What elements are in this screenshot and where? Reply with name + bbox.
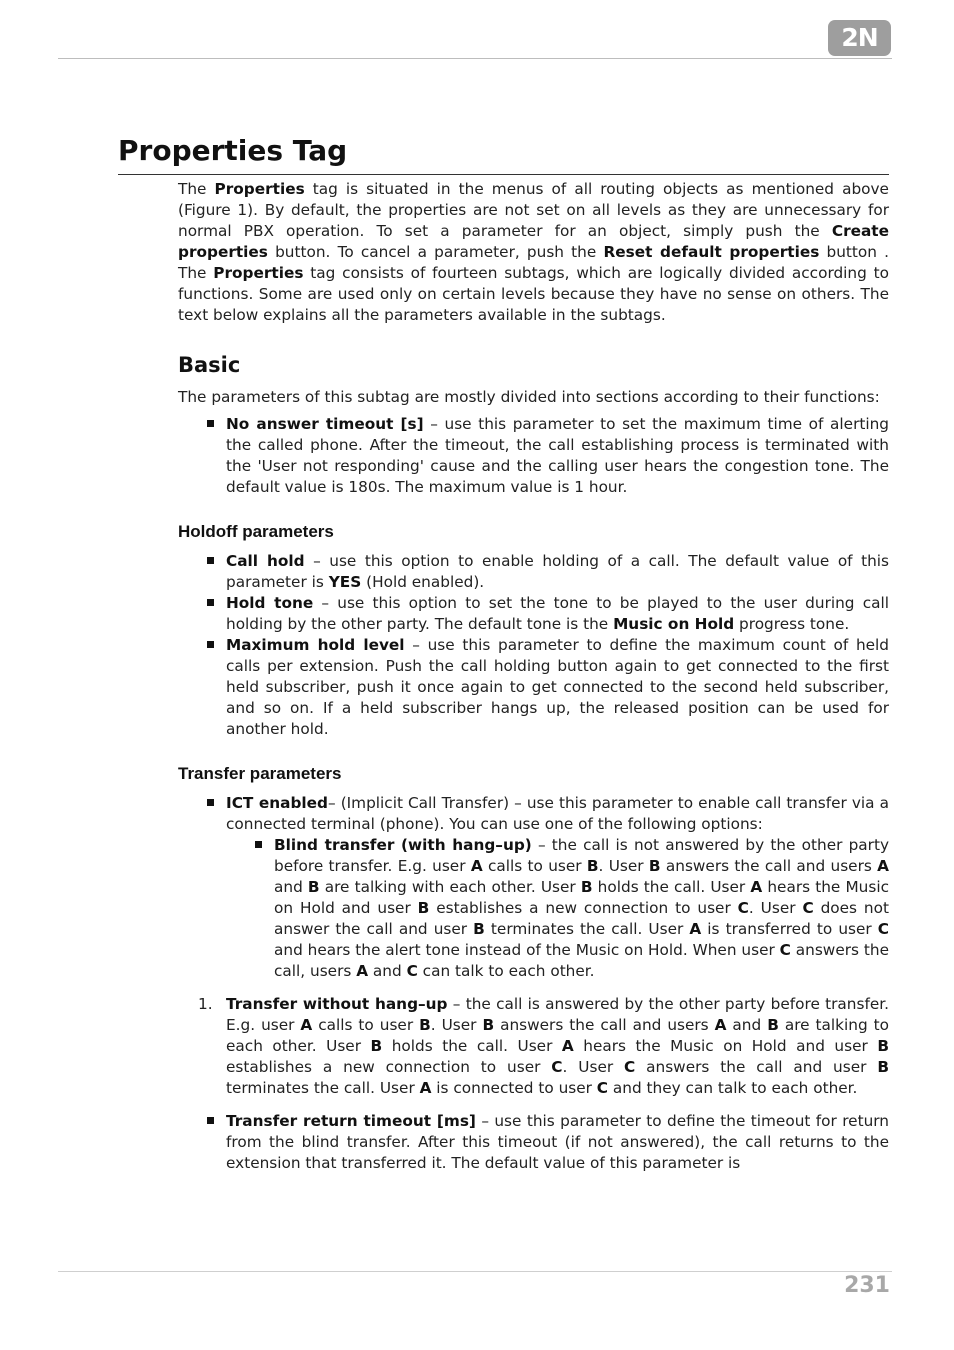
- bold-term: A: [470, 857, 483, 875]
- bold-term: A: [877, 857, 889, 875]
- bold-term: A: [689, 920, 702, 938]
- bullet-icon: [255, 841, 262, 848]
- bold-term: Hold tone: [226, 594, 314, 612]
- bold-term: YES: [328, 573, 362, 591]
- bold-term: B: [580, 878, 593, 896]
- text-run: button . The: [178, 243, 889, 282]
- list-item-blind-transfer: [274, 835, 889, 982]
- text-run: can talk to each other.: [417, 962, 595, 980]
- section-heading-holdoff: Holdoff parameters: [178, 522, 334, 541]
- ict-options-list: [274, 835, 889, 982]
- bullet-icon: [207, 799, 214, 806]
- text-run: – use this parameter to set the maximum time of alerting the called phone. After the timeout, the call establishing process is terminated with the 'User not responding' cause and the calling user hears the congestion tone. The default value is 180s. The maximum value is 1 hour.: [226, 415, 890, 496]
- text-run: (Hold enabled).: [361, 573, 485, 591]
- text-run: and: [274, 878, 308, 896]
- text-run: The: [178, 180, 215, 198]
- title-rule: [118, 174, 889, 175]
- text-run: and: [368, 962, 407, 980]
- intro-paragraph: [178, 179, 889, 326]
- list-item: [226, 593, 889, 635]
- text-run: – use this option to set the tone to be played to the user during call holding by the other party. The default tone is the: [226, 594, 889, 633]
- text-run: progress tone.: [734, 615, 850, 633]
- bold-term: A: [300, 1016, 313, 1034]
- text-run: terminates the call. User: [484, 920, 690, 938]
- bold-term: C: [737, 899, 749, 917]
- text-run: tag consists of fourteen subtags, which are logically divided according to functions. Some are used only on certain levels because they have no sense on others. The text below explains all the parameters available in the subtags.: [178, 264, 889, 324]
- text-run: holds the call. User: [382, 1037, 562, 1055]
- text-run: – (Implicit Call Transfer) – use this parameter to enable call transfer via a connected terminal (phone). You can use one of the following options:: [226, 794, 889, 833]
- bold-term: C: [596, 1079, 609, 1097]
- text-run: button. To cancel a parameter, push the: [267, 243, 604, 261]
- bold-term: B: [648, 857, 661, 875]
- bold-term: C: [779, 941, 791, 959]
- bold-term: A: [714, 1016, 727, 1034]
- text-run: – the call is answered by the other party before transfer. E.g. user: [226, 995, 890, 1034]
- bold-term: Music on Hold: [613, 615, 735, 633]
- transfer-list-continued: [226, 1111, 889, 1174]
- bullet-icon: [207, 641, 214, 648]
- text-run: – use this parameter to define the timeout for return from the blind transfer. After this timeout (if not answered), the call returns to the extension that transferred it. The default value of this parameter is: [226, 1112, 889, 1172]
- text-run: answers the call and user: [635, 1058, 878, 1076]
- bold-term: C: [877, 920, 889, 938]
- list-item: [226, 551, 889, 593]
- bold-term: B: [877, 1058, 889, 1076]
- text-run: tag is situated in the menus of all routing objects as mentioned above (Figure 1). By default, the properties are not set on all levels as they are unnecessary for normal PBX operation. To set a parameter for an object, simply push the: [178, 180, 889, 240]
- bold-term: B: [473, 920, 485, 938]
- section-heading-transfer: Transfer parameters: [178, 764, 342, 783]
- bold-term: B: [417, 899, 430, 917]
- bold-term: Reset default properties: [603, 243, 820, 261]
- bold-term: B: [586, 857, 599, 875]
- text-run: – the call is not answered by the other party before transfer. E.g. user: [274, 836, 889, 875]
- text-run: . User: [430, 1016, 483, 1034]
- bullet-icon: [207, 420, 214, 427]
- text-run: and they can talk to each other.: [608, 1079, 858, 1097]
- bold-term: Maximum hold level: [226, 636, 405, 654]
- text-run: answers the call and users: [660, 857, 878, 875]
- bold-term: Properties: [213, 264, 304, 282]
- page-number: 231: [844, 1273, 890, 1298]
- list-item: [226, 635, 889, 740]
- list-item-ict-enabled: [226, 793, 889, 982]
- bold-term: C: [406, 962, 418, 980]
- bold-term: A: [356, 962, 369, 980]
- bold-term: B: [877, 1037, 889, 1055]
- text-run: – use this option to enable holding of a call. The default value of this parameter is: [226, 552, 889, 591]
- bold-term: B: [370, 1037, 383, 1055]
- bold-term: Transfer without hang–up: [226, 995, 448, 1013]
- bold-term: Call hold: [226, 552, 305, 570]
- list-item: [226, 414, 889, 498]
- bullet-icon: [207, 1117, 214, 1124]
- bold-term: Blind transfer (with hang–up): [274, 836, 532, 854]
- text-run: hears the Music on Hold and user: [274, 878, 889, 917]
- list-item-return-timeout: [226, 1111, 889, 1174]
- text-run: . User: [748, 899, 803, 917]
- text-run: calls to user: [312, 1016, 420, 1034]
- bold-term: Properties: [214, 180, 305, 198]
- text-run: and hears the alert tone instead of the Music on Hold. When user: [274, 941, 780, 959]
- text-run: . User: [562, 1058, 625, 1076]
- transfer-numbered-list: [198, 994, 890, 1099]
- holdoff-list: [226, 551, 889, 740]
- bold-term: Transfer return timeout [ms]: [226, 1112, 476, 1130]
- bullet-icon: [207, 599, 214, 606]
- basic-intro: The parameters of this subtag are mostly divided into sections according to their functions:: [178, 388, 880, 406]
- header-rule: [58, 58, 892, 59]
- text-run: hears the Music on Hold and user: [573, 1037, 878, 1055]
- text-run: and: [726, 1016, 768, 1034]
- bullet-icon: [207, 557, 214, 564]
- text-run: holds the call. User: [592, 878, 751, 896]
- bold-term: C: [551, 1058, 563, 1076]
- text-run: answers the call and users: [494, 1016, 715, 1034]
- text-run: calls to user: [482, 857, 587, 875]
- bold-term: ICT enabled: [226, 794, 328, 812]
- text-run: is connected to user: [431, 1079, 597, 1097]
- page-title: Properties Tag: [118, 134, 348, 167]
- main-content: [178, 179, 889, 1174]
- bold-term: No answer timeout [s]: [226, 415, 424, 433]
- basic-list: [226, 414, 889, 498]
- bold-term: B: [482, 1016, 495, 1034]
- bold-term: A: [561, 1037, 574, 1055]
- bold-term: B: [419, 1016, 431, 1034]
- text-run: establishes a new connection to user: [226, 1058, 552, 1076]
- bold-term: B: [767, 1016, 779, 1034]
- text-run: are talking to each other. User: [226, 1016, 889, 1055]
- footer-rule: [58, 1271, 892, 1272]
- text-run: . User: [598, 857, 649, 875]
- text-run: are talking with each other. User: [319, 878, 581, 896]
- bold-term: Create properties: [178, 222, 889, 261]
- bold-term: C: [624, 1058, 636, 1076]
- text-run: does not answer the call and user: [274, 899, 889, 938]
- section-heading-basic: Basic: [178, 353, 241, 377]
- text-run: terminates the call. User: [226, 1079, 420, 1097]
- transfer-list: [226, 793, 889, 982]
- bold-term: A: [750, 878, 763, 896]
- bold-term: A: [419, 1079, 432, 1097]
- bold-term: C: [802, 899, 814, 917]
- text-run: establishes a new connection to user: [429, 899, 738, 917]
- text-run: – use this parameter to define the maximum count of held calls per extension. Push the call holding button again to get connected to the first held subscriber, push it once again to get connected to the second held subscriber, and so on. If a held subscriber hangs up, the released position can be used for another hold.: [226, 636, 890, 738]
- list-number: 1.: [198, 995, 213, 1013]
- 2n-logo: 2N: [828, 20, 891, 56]
- list-item-transfer-without-hangup: [198, 994, 890, 1099]
- text-run: is transferred to user: [701, 920, 878, 938]
- bold-term: B: [307, 878, 320, 896]
- text-run: answers the call, users: [274, 941, 889, 980]
